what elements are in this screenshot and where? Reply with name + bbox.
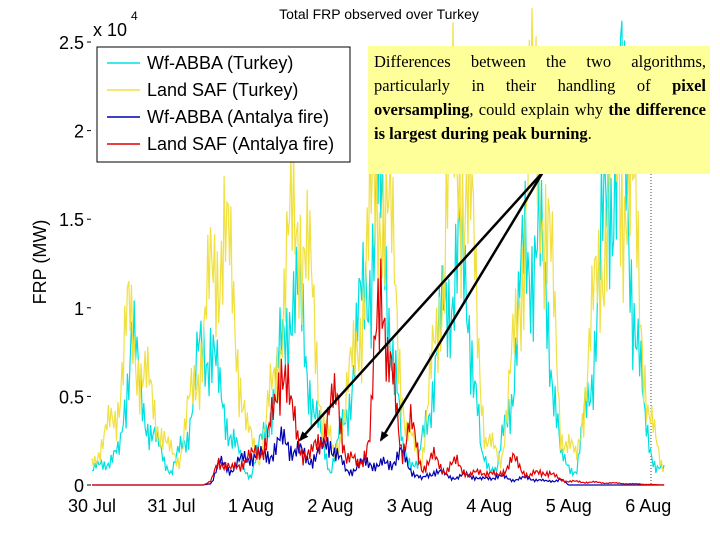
x-tick-label: 5 Aug [545,496,592,516]
annotation-box [368,46,710,174]
annotation-text-part: pixel oversampling [374,76,706,119]
annotation-text-part: . [587,124,592,143]
series-line-3 [92,259,664,486]
y-tick-label: 1 [73,298,84,319]
legend-label: Land SAF (Antalya fire) [147,134,335,154]
legend-label: Land SAF (Turkey) [147,80,299,100]
y-tick-label: 0 [73,476,84,496]
annotation-text-part: Differences between the two algorithms, particularly in their handling of [374,52,706,95]
y-multiplier-exponent: 4 [131,9,138,23]
legend-label: Wf-ABBA (Turkey) [147,53,294,73]
y-tick-label: 2.5 [58,33,84,53]
legend-label: Wf-ABBA (Antalya fire) [147,107,330,127]
x-tick-label: 4 Aug [466,496,513,516]
y-tick-label: 2 [73,121,84,142]
x-tick-label: 2 Aug [307,496,354,516]
chart-title: Total FRP observed over Turkey [279,6,479,22]
x-tick-label: 3 Aug [386,496,433,516]
annotation-text-part: the difference is largest during peak burning [374,100,706,143]
legend [97,47,350,162]
arrow-to-aug2-peak [300,172,543,440]
y-tick-label: 0.5 [58,387,84,408]
x-tick-label: 30 Jul [67,496,117,516]
x-tick-label: 6 Aug [625,496,672,516]
x-tick-label: 31 Jul [147,496,196,516]
y-tick-label: 1.5 [58,210,84,231]
x-tick-label: 1 Aug [227,496,274,516]
y-multiplier: x 10 [93,20,128,40]
annotation-text-part: , could explain why [469,100,609,119]
y-axis-label: FRP (MW) [30,219,50,305]
